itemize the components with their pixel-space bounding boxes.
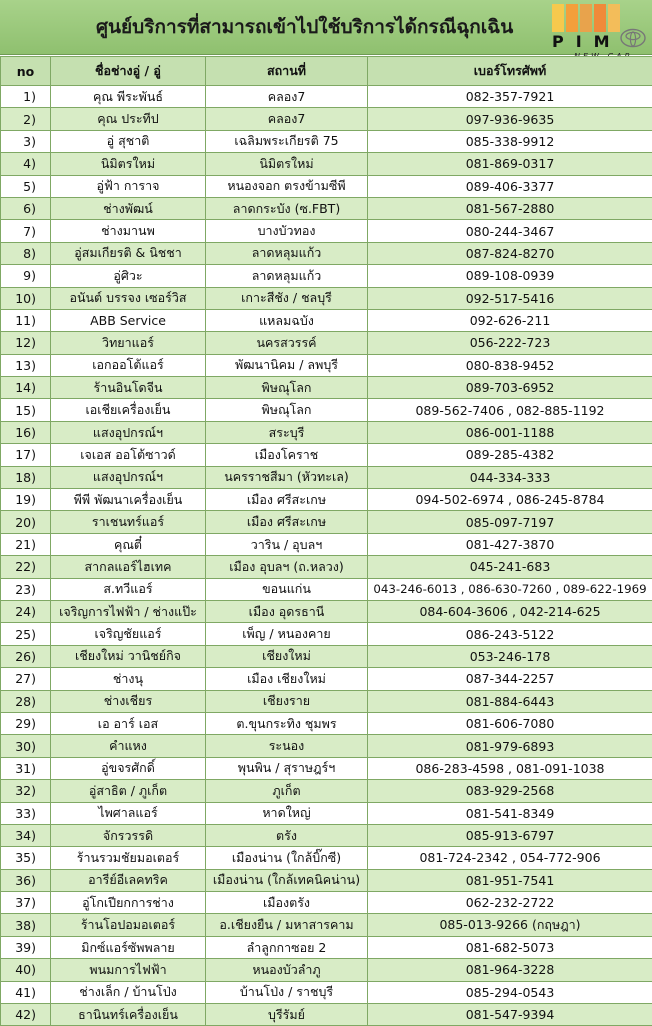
location: บุรีรัมย์ bbox=[206, 1004, 368, 1026]
shop-name: ร้านรวมชัยมอเตอร์ bbox=[51, 847, 206, 869]
phone-number: 085-013-9266 (กฤษฎา) bbox=[368, 914, 652, 936]
phone-number: 089-562-7406 , 082-885-1192 bbox=[368, 399, 652, 421]
phone-number: 089-285-4382 bbox=[368, 444, 652, 466]
table-row bbox=[1, 377, 652, 399]
phone-number: 081-682-5073 bbox=[368, 936, 652, 958]
location: คลอง7 bbox=[206, 86, 368, 108]
table-row bbox=[1, 847, 652, 869]
phone-number: 085-097-7197 bbox=[368, 511, 652, 533]
location: เมือง เชียงใหม่ bbox=[206, 668, 368, 690]
row-number: 21) bbox=[1, 533, 51, 555]
row-number: 40) bbox=[1, 959, 51, 981]
location: เมือง อุดรธานี bbox=[206, 600, 368, 622]
row-number: 38) bbox=[1, 914, 51, 936]
table-row bbox=[1, 690, 652, 712]
location: เฉลิมพระเกียรติ 75 bbox=[206, 130, 368, 152]
phone-number: 085-913-6797 bbox=[368, 824, 652, 846]
table-row bbox=[1, 444, 652, 466]
location: เมือง อุบลฯ (ถ.หลวง) bbox=[206, 556, 368, 578]
row-number: 39) bbox=[1, 936, 51, 958]
phone-number: 081-964-3228 bbox=[368, 959, 652, 981]
row-number: 34) bbox=[1, 824, 51, 846]
logo-bar bbox=[552, 4, 564, 32]
table-row bbox=[1, 287, 652, 309]
phone-number: 081-547-9394 bbox=[368, 1004, 652, 1026]
table-row bbox=[1, 153, 652, 175]
row-number: 7) bbox=[1, 220, 51, 242]
shop-name: อู่ศิวะ bbox=[51, 265, 206, 287]
table-row bbox=[1, 735, 652, 757]
row-number: 12) bbox=[1, 332, 51, 354]
row-number: 6) bbox=[1, 197, 51, 219]
table-row bbox=[1, 175, 652, 197]
page-title: ศูนย์บริการที่สามารถเข้าไปใช้บริการได้กรณีฉุกเฉิน bbox=[96, 12, 513, 42]
column-header-phone: เบอร์โทรศัพท์ bbox=[368, 57, 652, 86]
table-row bbox=[1, 242, 652, 264]
phone-number: 081-979-6893 bbox=[368, 735, 652, 757]
shop-name: ช่างนุ bbox=[51, 668, 206, 690]
shop-name: คุณตี๋ bbox=[51, 533, 206, 555]
logo-text: PIM bbox=[552, 32, 622, 51]
row-number: 2) bbox=[1, 108, 51, 130]
shop-name: วิทยาแอร์ bbox=[51, 332, 206, 354]
phone-number: 081-427-3870 bbox=[368, 533, 652, 555]
location: วาริน / อุบลฯ bbox=[206, 533, 368, 555]
location: หาดใหญ่ bbox=[206, 802, 368, 824]
table-row bbox=[1, 668, 652, 690]
table-row bbox=[1, 556, 652, 578]
row-number: 3) bbox=[1, 130, 51, 152]
table-row bbox=[1, 220, 652, 242]
phone-number: 062-232-2722 bbox=[368, 892, 652, 914]
phone-number: 081-724-2342 , 054-772-906 bbox=[368, 847, 652, 869]
location: ภูเก็ต bbox=[206, 780, 368, 802]
phone-number: 082-357-7921 bbox=[368, 86, 652, 108]
location: พัฒนานิคม / ลพบุรี bbox=[206, 354, 368, 376]
shop-name: อู่สมเกียรติ & นิชชา bbox=[51, 242, 206, 264]
phone-number: 089-406-3377 bbox=[368, 175, 652, 197]
row-number: 20) bbox=[1, 511, 51, 533]
table-row bbox=[1, 780, 652, 802]
location: ต.ขุนกระทิง ชุมพร bbox=[206, 712, 368, 734]
phone-number: 080-244-3467 bbox=[368, 220, 652, 242]
table-header-row bbox=[1, 57, 652, 86]
location: พิษณุโลก bbox=[206, 399, 368, 421]
shop-name: อู่ขจรศักดิ์ bbox=[51, 757, 206, 779]
location: เชียงใหม่ bbox=[206, 645, 368, 667]
shop-name: แสงอุปกรณ์ฯ bbox=[51, 466, 206, 488]
column-header-no: no bbox=[1, 57, 51, 86]
phone-number: 045-241-683 bbox=[368, 556, 652, 578]
phone-number: 081-541-8349 bbox=[368, 802, 652, 824]
shop-name: จักรวรรดิ bbox=[51, 824, 206, 846]
shop-name: เจเอส ออโต้ซาวด์ bbox=[51, 444, 206, 466]
phone-number: 089-703-6952 bbox=[368, 377, 652, 399]
table-row bbox=[1, 981, 652, 1003]
shop-name: คุณ พีระพันธ์ bbox=[51, 86, 206, 108]
row-number: 36) bbox=[1, 869, 51, 891]
phone-number: 086-283-4598 , 081-091-1038 bbox=[368, 757, 652, 779]
row-number: 19) bbox=[1, 489, 51, 511]
row-number: 37) bbox=[1, 892, 51, 914]
shop-name: แสงอุปกรณ์ฯ bbox=[51, 421, 206, 443]
shop-name: ช่างเชียร bbox=[51, 690, 206, 712]
shop-name: อารีย์อีเลคทริค bbox=[51, 869, 206, 891]
shop-name: อนันต์ บรรจง เซอร์วิส bbox=[51, 287, 206, 309]
row-number: 24) bbox=[1, 600, 51, 622]
location: พุนพิน / สุราษฎร์ฯ bbox=[206, 757, 368, 779]
row-number: 28) bbox=[1, 690, 51, 712]
row-number: 27) bbox=[1, 668, 51, 690]
location: อ.เชียงยืน / มหาสารคาม bbox=[206, 914, 368, 936]
shop-name: ส.ทวีแอร์ bbox=[51, 578, 206, 600]
column-header-place: สถานที่ bbox=[206, 57, 368, 86]
location: หนองจอก ตรงข้ามซีพี bbox=[206, 175, 368, 197]
location: พิษณุโลก bbox=[206, 377, 368, 399]
phone-number: 081-567-2880 bbox=[368, 197, 652, 219]
table-row bbox=[1, 197, 652, 219]
row-number: 10) bbox=[1, 287, 51, 309]
row-number: 15) bbox=[1, 399, 51, 421]
row-number: 1) bbox=[1, 86, 51, 108]
location: นครสวรรค์ bbox=[206, 332, 368, 354]
pim-logo bbox=[548, 2, 650, 60]
shop-name: พีพี พัฒนาเครื่องเย็น bbox=[51, 489, 206, 511]
row-number: 35) bbox=[1, 847, 51, 869]
location: ขอนแก่น bbox=[206, 578, 368, 600]
table-row bbox=[1, 914, 652, 936]
row-number: 29) bbox=[1, 712, 51, 734]
logo-bar bbox=[566, 4, 578, 32]
shop-name: ช่างมานพ bbox=[51, 220, 206, 242]
shop-name: ร้านโอปอมอเตอร์ bbox=[51, 914, 206, 936]
phone-number: 083-929-2568 bbox=[368, 780, 652, 802]
table-body bbox=[1, 86, 652, 1026]
row-number: 5) bbox=[1, 175, 51, 197]
shop-name: ช่างพัฒน์ bbox=[51, 197, 206, 219]
table-row bbox=[1, 533, 652, 555]
shop-name: คำแหง bbox=[51, 735, 206, 757]
table-row bbox=[1, 578, 652, 600]
phone-number: 081-869-0317 bbox=[368, 153, 652, 175]
row-number: 17) bbox=[1, 444, 51, 466]
shop-name: เอกออโต้แอร์ bbox=[51, 354, 206, 376]
row-number: 18) bbox=[1, 466, 51, 488]
row-number: 23) bbox=[1, 578, 51, 600]
table-row bbox=[1, 332, 652, 354]
phone-number: 043-246-6013 , 086-630-7260 , 089-622-1969 bbox=[368, 578, 652, 600]
table-row bbox=[1, 108, 652, 130]
table-row bbox=[1, 712, 652, 734]
row-number: 16) bbox=[1, 421, 51, 443]
phone-number: 087-344-2257 bbox=[368, 668, 652, 690]
row-number: 30) bbox=[1, 735, 51, 757]
phone-number: 086-243-5122 bbox=[368, 623, 652, 645]
row-number: 33) bbox=[1, 802, 51, 824]
row-number: 13) bbox=[1, 354, 51, 376]
location: นิมิตรใหม่ bbox=[206, 153, 368, 175]
phone-number: 081-884-6443 bbox=[368, 690, 652, 712]
location: เมืองน่าน (ใกล้บิ๊กซี) bbox=[206, 847, 368, 869]
row-number: 26) bbox=[1, 645, 51, 667]
table-row bbox=[1, 265, 652, 287]
location: ลาดกระบัง (ซ.FBT) bbox=[206, 197, 368, 219]
table-row bbox=[1, 892, 652, 914]
location: ลำลูกกาซอย 2 bbox=[206, 936, 368, 958]
table-row bbox=[1, 959, 652, 981]
shop-name: ธานินทร์เครื่องเย็น bbox=[51, 1004, 206, 1026]
title-bar bbox=[0, 0, 652, 55]
phone-number: 053-246-178 bbox=[368, 645, 652, 667]
table-row bbox=[1, 421, 652, 443]
table-row bbox=[1, 489, 652, 511]
shop-name: อู่ฟ้า การาจ bbox=[51, 175, 206, 197]
row-number: 9) bbox=[1, 265, 51, 287]
shop-name: ราเชนทร์แอร์ bbox=[51, 511, 206, 533]
row-number: 8) bbox=[1, 242, 51, 264]
table-row bbox=[1, 757, 652, 779]
phone-number: 089-108-0939 bbox=[368, 265, 652, 287]
location: เมืองตรัง bbox=[206, 892, 368, 914]
shop-name: เชียงใหม่ วานิชย์กิจ bbox=[51, 645, 206, 667]
phone-number: 092-626-211 bbox=[368, 309, 652, 331]
shop-name: ร้านอินโดจีน bbox=[51, 377, 206, 399]
row-number: 25) bbox=[1, 623, 51, 645]
location: นครราชสีมา (หัวทะเล) bbox=[206, 466, 368, 488]
shop-name: คุณ ประทีป bbox=[51, 108, 206, 130]
shop-name: พนมการไฟฟ้า bbox=[51, 959, 206, 981]
table-row bbox=[1, 1004, 652, 1026]
table-row bbox=[1, 466, 652, 488]
row-number: 22) bbox=[1, 556, 51, 578]
table-row bbox=[1, 824, 652, 846]
row-number: 11) bbox=[1, 309, 51, 331]
location: บ้านโป่ง / ราชบุรี bbox=[206, 981, 368, 1003]
location: เพ็ญ / หนองคาย bbox=[206, 623, 368, 645]
phone-number: 086-001-1188 bbox=[368, 421, 652, 443]
toyota-emblem-icon bbox=[620, 28, 646, 48]
logo-bar bbox=[580, 4, 592, 32]
shop-name: ไพศาลแอร์ bbox=[51, 802, 206, 824]
location: เมือง ศรีสะเกษ bbox=[206, 489, 368, 511]
phone-number: 056-222-723 bbox=[368, 332, 652, 354]
service-center-table bbox=[0, 56, 652, 1026]
row-number: 42) bbox=[1, 1004, 51, 1026]
logo-bar bbox=[594, 4, 606, 32]
phone-number: 085-294-0543 bbox=[368, 981, 652, 1003]
shop-name: เจริญการไฟฟ้า / ช่างแป๊ะ bbox=[51, 600, 206, 622]
shop-name: อู่โกเปียกการช่าง bbox=[51, 892, 206, 914]
row-number: 41) bbox=[1, 981, 51, 1003]
phone-number: 085-338-9912 bbox=[368, 130, 652, 152]
phone-number: 081-951-7541 bbox=[368, 869, 652, 891]
shop-name: ช่างเล็ก / บ้านโป่ง bbox=[51, 981, 206, 1003]
phone-number: 094-502-6974 , 086-245-8784 bbox=[368, 489, 652, 511]
row-number: 31) bbox=[1, 757, 51, 779]
table-row bbox=[1, 600, 652, 622]
table-row bbox=[1, 623, 652, 645]
location: ลาดหลุมแก้ว bbox=[206, 242, 368, 264]
phone-number: 044-334-333 bbox=[368, 466, 652, 488]
table-row bbox=[1, 130, 652, 152]
row-number: 4) bbox=[1, 153, 51, 175]
shop-name: เอเชียเครื่องเย็น bbox=[51, 399, 206, 421]
phone-number: 084-604-3606 , 042-214-625 bbox=[368, 600, 652, 622]
location: เมืองโคราช bbox=[206, 444, 368, 466]
location: เกาะสีชัง / ชลบุรี bbox=[206, 287, 368, 309]
table-row bbox=[1, 86, 652, 108]
shop-name: เจริญชัยแอร์ bbox=[51, 623, 206, 645]
phone-number: 097-936-9635 bbox=[368, 108, 652, 130]
table-row bbox=[1, 936, 652, 958]
location: แหลมฉบัง bbox=[206, 309, 368, 331]
logo-bar bbox=[608, 4, 620, 32]
table-row bbox=[1, 399, 652, 421]
location: ระนอง bbox=[206, 735, 368, 757]
row-number: 14) bbox=[1, 377, 51, 399]
location: เมืองน่าน (ใกล้เทคนิคน่าน) bbox=[206, 869, 368, 891]
location: ลาดหลุมแก้ว bbox=[206, 265, 368, 287]
location: บางบัวทอง bbox=[206, 220, 368, 242]
location: เมือง ศรีสะเกษ bbox=[206, 511, 368, 533]
location: คลอง7 bbox=[206, 108, 368, 130]
table-row bbox=[1, 645, 652, 667]
shop-name: สากลแอร์ไฮเทค bbox=[51, 556, 206, 578]
table-row bbox=[1, 802, 652, 824]
phone-number: 080-838-9452 bbox=[368, 354, 652, 376]
shop-name: อู่สาธิต / ภูเก็ต bbox=[51, 780, 206, 802]
phone-number: 081-606-7080 bbox=[368, 712, 652, 734]
location: สระบุรี bbox=[206, 421, 368, 443]
table-row bbox=[1, 869, 652, 891]
phone-number: 092-517-5416 bbox=[368, 287, 652, 309]
shop-name: นิมิตรใหม่ bbox=[51, 153, 206, 175]
shop-name: อู่ สุชาติ bbox=[51, 130, 206, 152]
column-header-name: ชื่อช่างอู่ / อู่ bbox=[51, 57, 206, 86]
location: เชียงราย bbox=[206, 690, 368, 712]
table-row bbox=[1, 511, 652, 533]
table-row bbox=[1, 309, 652, 331]
shop-name: มิกซ์แอร์ซัพพลาย bbox=[51, 936, 206, 958]
row-number: 32) bbox=[1, 780, 51, 802]
location: ตรัง bbox=[206, 824, 368, 846]
table-row bbox=[1, 354, 652, 376]
phone-number: 087-824-8270 bbox=[368, 242, 652, 264]
location: หนองบัวลำภู bbox=[206, 959, 368, 981]
shop-name: เอ อาร์ เอส bbox=[51, 712, 206, 734]
shop-name: ABB Service bbox=[51, 309, 206, 331]
